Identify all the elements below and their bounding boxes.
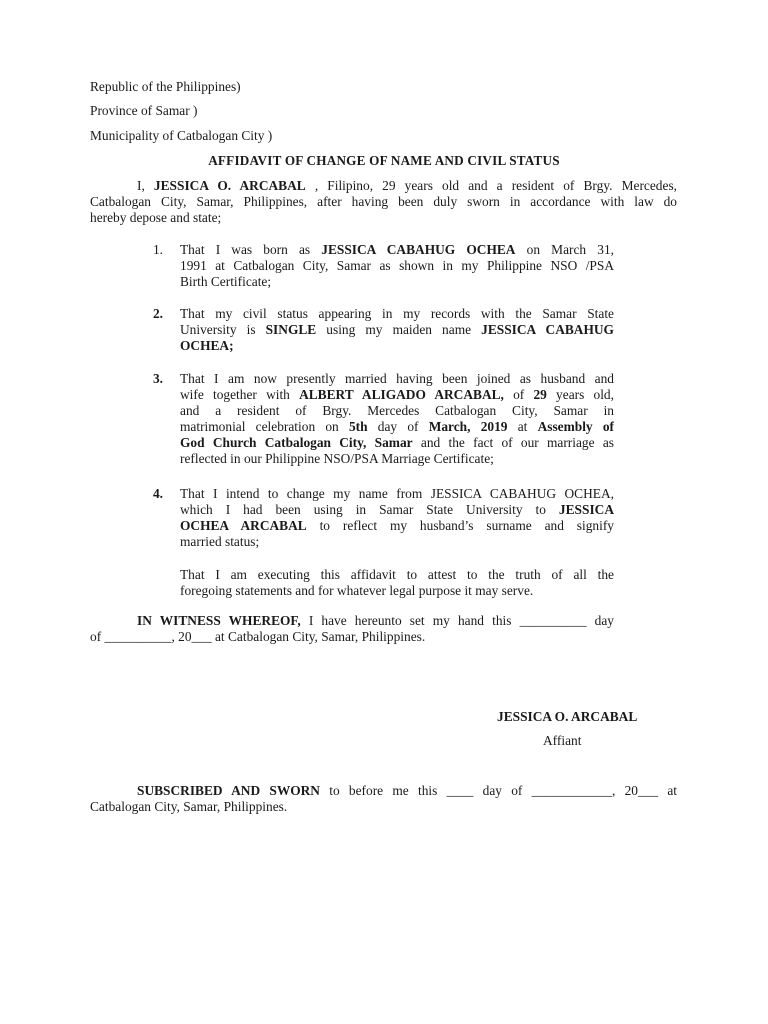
item-2-line-3: OCHEA; — [180, 338, 234, 353]
intro-line-3: hereby depose and state; — [90, 210, 222, 225]
item-4-line-1: That I intend to change my name from JESSICA CABAHUG OCHEA, — [180, 486, 614, 501]
affiant-signature-name: JESSICA O. ARCABAL — [497, 709, 638, 724]
item-3-line-6: reflected in our Philippine NSO/PSA Marriage Certificate; — [180, 451, 494, 466]
item-1-line-2: 1991 at Catbalogan City, Samar as shown in my Philippine NSO /PSA — [180, 258, 614, 273]
header-municipality: Municipality of Catbalogan City ) — [90, 128, 273, 143]
item-1-line-3: Birth Certificate; — [180, 274, 272, 289]
item-3-line-3: and a resident of Brgy. Mercedes Catbalogan City, Samar in — [180, 403, 614, 418]
statement-line-2: foregoing statements and for whatever legal purpose it may serve. — [180, 583, 534, 598]
item-3-line-4: matrimonial celebration on 5th day of March, 2019 at Assembly of — [180, 419, 614, 434]
witness-line-1: IN WITNESS WHEREOF, I have hereunto set my hand this __________ day — [137, 613, 614, 628]
item-3-line-5: God Church Catbalogan City, Samar and the fact of our marriage as — [180, 435, 614, 450]
intro-line-1: I, JESSICA O. ARCABAL , Filipino, 29 years old and a resident of Brgy. Mercedes, — [137, 178, 677, 193]
item-3-number: 3. — [152, 371, 163, 386]
header-province: Province of Samar ) — [90, 103, 198, 118]
item-3-line-2: wife together with ALBERT ALIGADO ARCABAL, of 29 years old, — [180, 387, 614, 402]
item-1-number: 1. — [152, 242, 163, 257]
item-4-number: 4. — [152, 486, 163, 501]
intro-line-2: Catbalogan City, Samar, Philippines, after having been duly sworn in accordance with law do — [90, 194, 677, 209]
jurat-line-2: Catbalogan City, Samar, Philippines. — [90, 799, 288, 814]
document-title: AFFIDAVIT OF CHANGE OF NAME AND CIVIL STATUS — [208, 153, 560, 168]
item-3-line-1: That I am now presently married having been joined as husband and — [180, 371, 614, 386]
statement-line-1: That I am executing this affidavit to attest to the truth of all the — [180, 567, 614, 582]
witness-line-2: of __________, 20___ at Catbalogan City, Samar, Philippines. — [90, 629, 426, 644]
jurat-line-1: SUBSCRIBED AND SWORN to before me this ____ day of ____________, 20___ at — [137, 783, 677, 798]
item-4-line-4: married status; — [180, 534, 260, 549]
item-2-line-2: University is SINGLE using my maiden name JESSICA CABAHUG — [180, 322, 614, 337]
item-2-number: 2. — [152, 306, 163, 321]
affiant-name-inline: JESSICA O. ARCABAL — [153, 178, 306, 193]
header-republic: Republic of the Philippines) — [90, 79, 241, 94]
item-1-line-1: That I was born as JESSICA CABAHUG OCHEA on March 31, — [180, 242, 614, 257]
item-4-line-3: OCHEA ARCABAL to reflect my husband’s surname and signify — [180, 518, 615, 533]
item-2-line-1: That my civil status appearing in my records with the Samar State — [180, 306, 614, 321]
item-4-line-2: which I had been using in Samar State University to JESSICA — [180, 502, 614, 517]
affiant-label: Affiant — [543, 733, 582, 748]
